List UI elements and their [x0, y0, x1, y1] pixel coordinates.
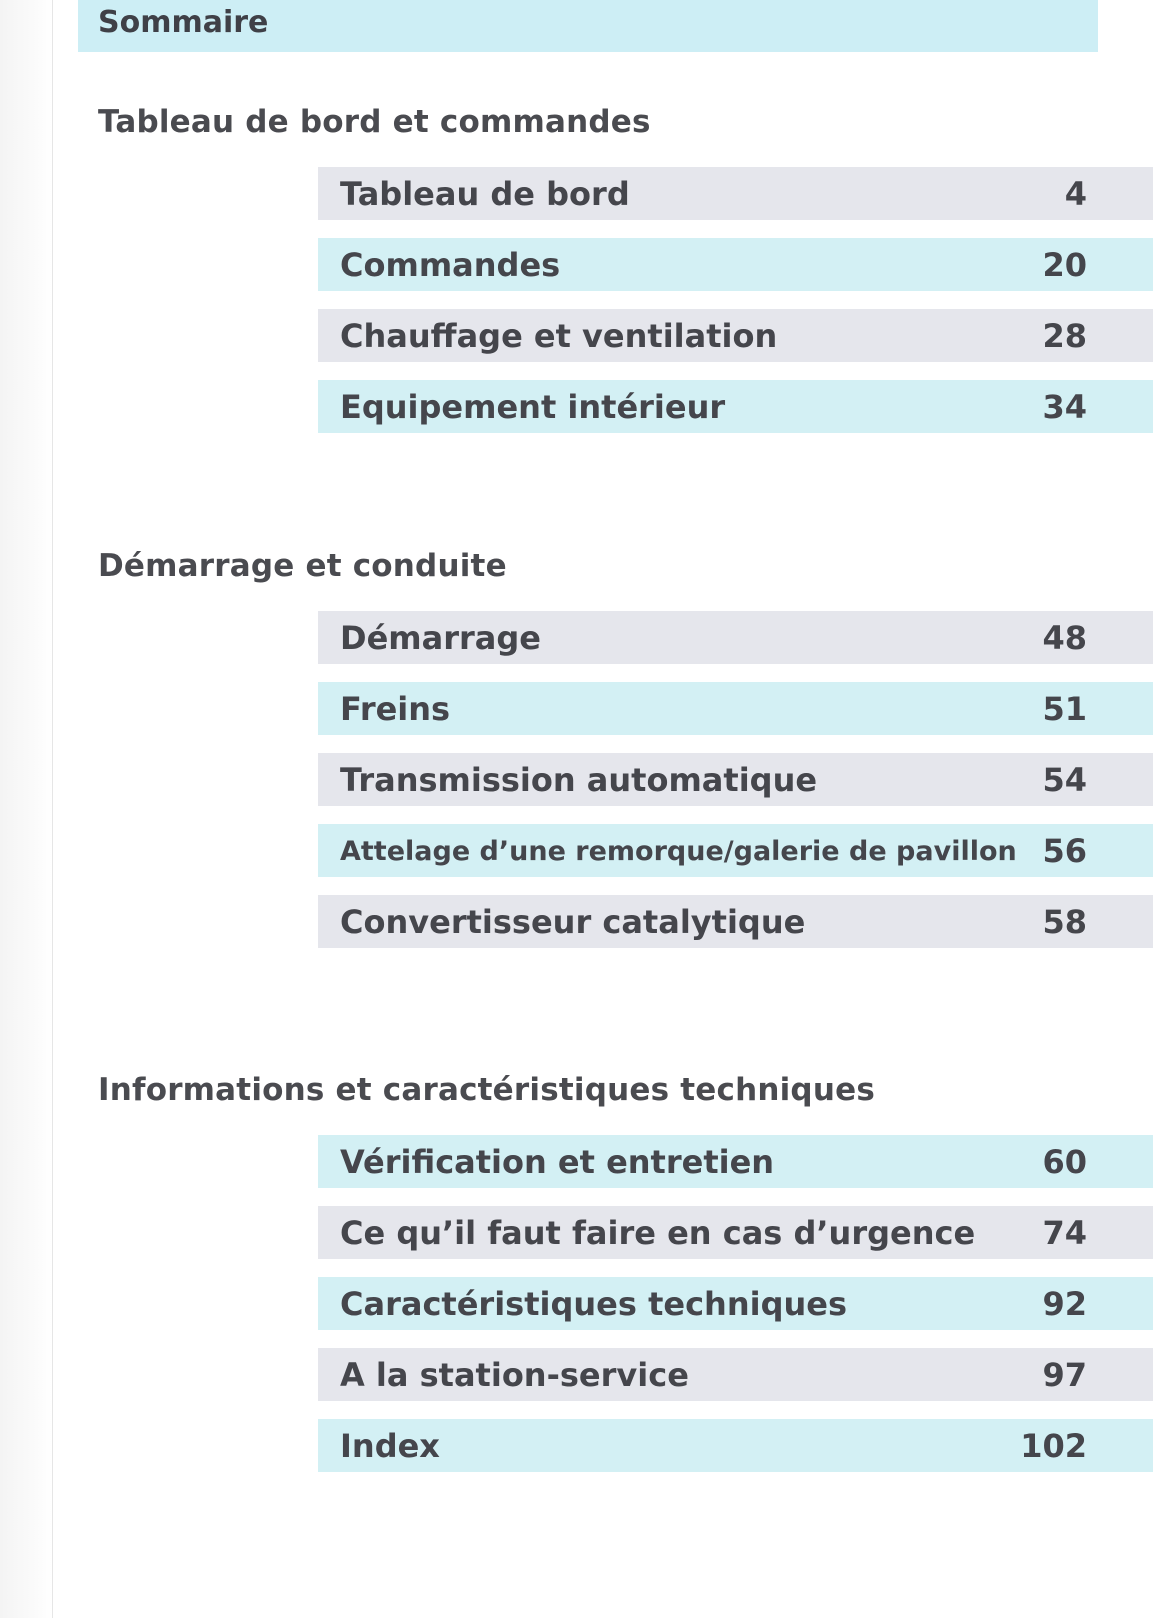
section-title: Tableau de bord et commandes	[98, 104, 651, 140]
toc-entry-label: A la station-service	[340, 1356, 689, 1394]
toc-entry-page: 102	[1020, 1427, 1087, 1465]
toc-entry[interactable]	[318, 611, 1153, 664]
toc-entry-page: 48	[1042, 619, 1087, 657]
page-binding-edge	[0, 0, 53, 1618]
toc-entry-label: Démarrage	[340, 619, 541, 657]
toc-entry-page: 58	[1042, 903, 1087, 941]
toc-entry-page: 34	[1042, 388, 1087, 426]
toc-entry-label: Freins	[340, 690, 451, 728]
toc-entry[interactable]	[318, 1135, 1153, 1188]
toc-entry[interactable]	[318, 682, 1153, 735]
header-bar	[78, 0, 1098, 52]
toc-entry-page: 56	[1042, 832, 1087, 870]
toc-entry-page: 4	[1064, 175, 1087, 213]
page-title: Sommaire	[98, 5, 269, 40]
toc-entry-label: Attelage d’une remorque/galerie de pavillon	[340, 836, 1017, 867]
toc-entry[interactable]	[318, 380, 1153, 433]
toc-entry[interactable]	[318, 1419, 1153, 1472]
toc-entry[interactable]	[318, 895, 1153, 948]
toc-entry-label: Commandes	[340, 246, 561, 284]
toc-entry-label: Transmission automatique	[340, 761, 818, 799]
toc-entry[interactable]	[318, 309, 1153, 362]
toc-entry-page: 97	[1042, 1356, 1087, 1394]
toc-entry-label: Ce qu’il faut faire en cas d’urgence	[340, 1214, 976, 1252]
toc-entry-page: 60	[1042, 1143, 1087, 1181]
toc-entry[interactable]	[318, 753, 1153, 806]
toc-entry-page: 92	[1042, 1285, 1087, 1323]
toc-entry-label: Caractéristiques techniques	[340, 1285, 847, 1323]
section-title: Informations et caractéristiques techniques	[98, 1072, 875, 1108]
toc-entry[interactable]	[318, 238, 1153, 291]
toc-entry-label: Index	[340, 1427, 440, 1465]
toc-entry-page: 51	[1042, 690, 1087, 728]
toc-entry-page: 20	[1042, 246, 1087, 284]
toc-entry-label: Vérification et entretien	[340, 1143, 775, 1181]
toc-entry-label: Chauffage et ventilation	[340, 317, 778, 355]
section-title: Démarrage et conduite	[98, 548, 507, 584]
toc-entry-label: Equipement intérieur	[340, 388, 726, 426]
toc-entry[interactable]	[318, 1348, 1153, 1401]
toc-entry[interactable]	[318, 167, 1153, 220]
toc-entry[interactable]	[318, 824, 1153, 877]
toc-entry[interactable]	[318, 1206, 1153, 1259]
toc-entry-page: 54	[1042, 761, 1087, 799]
toc-entry-page: 28	[1042, 317, 1087, 355]
toc-entry-page: 74	[1042, 1214, 1087, 1252]
toc-entry-label: Convertisseur catalytique	[340, 903, 806, 941]
toc-entry[interactable]	[318, 1277, 1153, 1330]
toc-entry-label: Tableau de bord	[340, 175, 630, 213]
